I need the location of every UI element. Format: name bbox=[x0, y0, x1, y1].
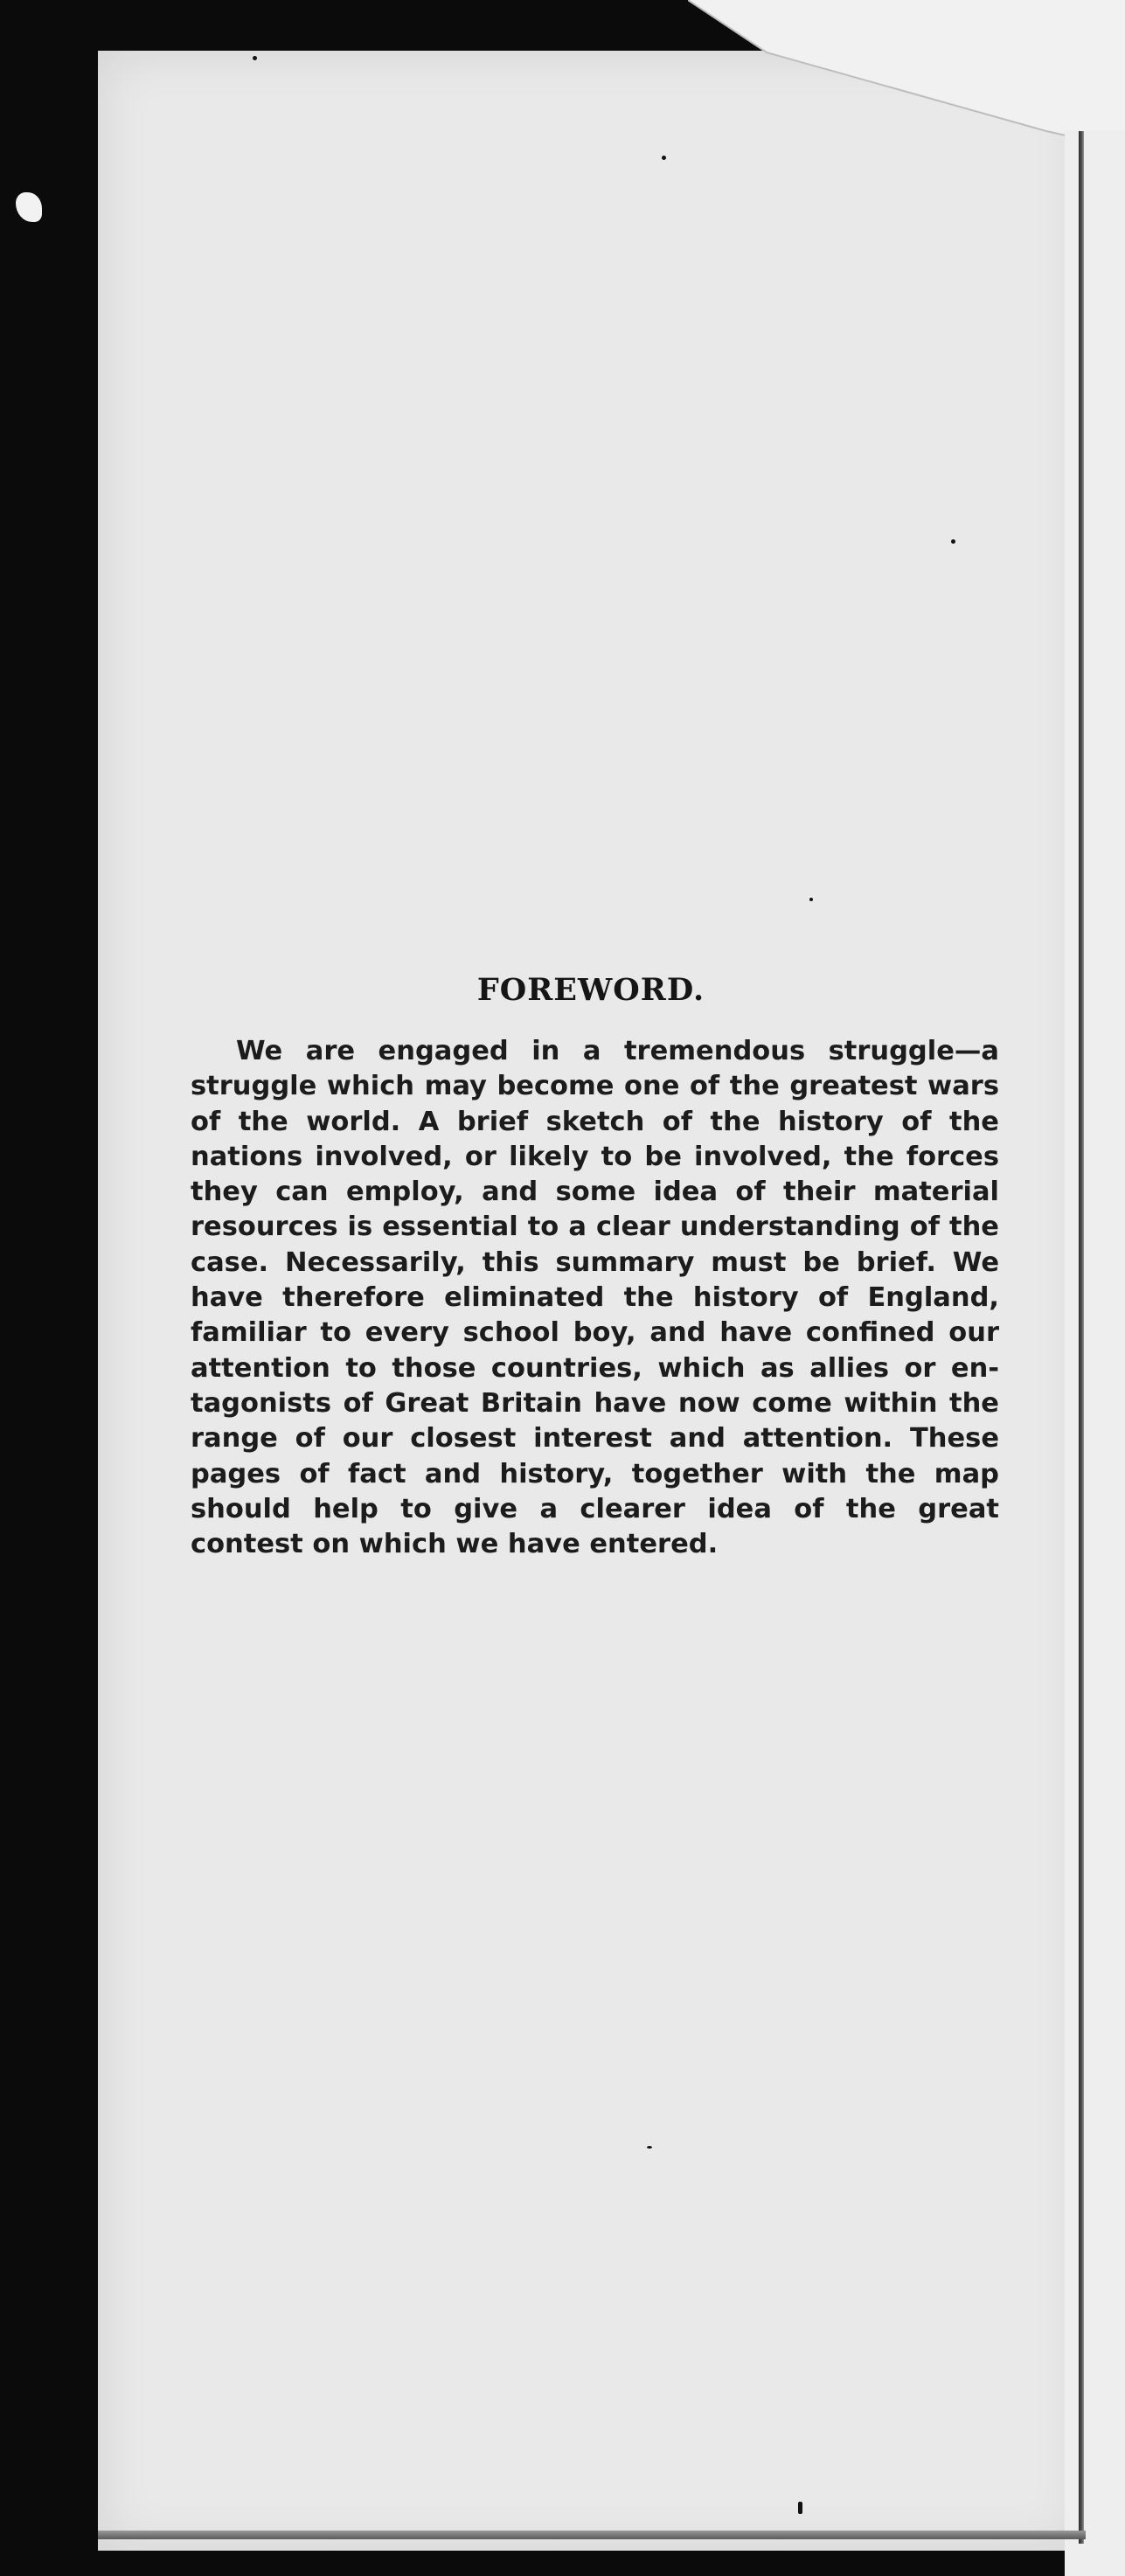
ink-speck bbox=[951, 539, 955, 544]
ink-speck bbox=[647, 2146, 652, 2149]
ink-speck bbox=[809, 898, 813, 901]
ink-speck bbox=[253, 56, 257, 60]
foreword-paragraph: We are engaged in a tremendous struggle—a struggle which may become one of the greatest wars of the world. A brief sketch of the history of the nations involved, or likely to be involved, the forces they can employ, and some idea of their material resources is essential to a clear understanding of the case. Necessarily, this summary must be brief. We have therefore eliminated the history of England, familiar to every school boy, and have confined our attention to those countries, which as allies or en-tagonists of Great Britain have now come within the range of our closest interest and attention. These pages of fact and history, together with the map should help to give a clearer idea of the great contest on which we have entered. bbox=[191, 1036, 999, 1560]
folded-corner-shape bbox=[688, 0, 1125, 149]
ink-speck bbox=[16, 192, 42, 222]
binding-edge-line bbox=[1079, 131, 1084, 2544]
bottom-page-shadow bbox=[98, 2531, 1086, 2539]
page-title: FOREWORD. bbox=[476, 972, 705, 1008]
right-page-edge bbox=[1065, 131, 1125, 2576]
ink-speck bbox=[798, 2502, 802, 2514]
ink-speck bbox=[662, 156, 666, 160]
